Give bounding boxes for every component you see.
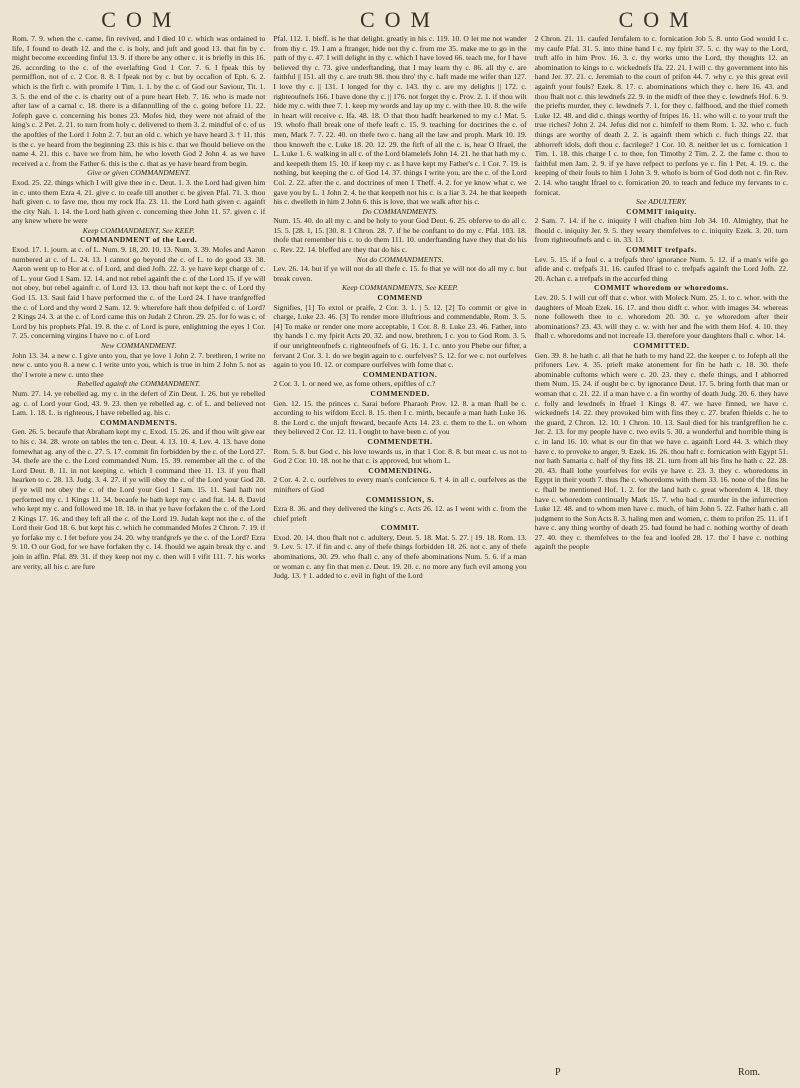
entry-heading: COMMISSION, S. <box>365 494 435 504</box>
entry-text: Signifies, [1] To extol or praife, 2 Cor. 3. 1. | 5. 12. [2] To commit or give in charge, Luke 23. 46. [3] To render more illuftrious and commendable, Rom. 3. 5. [4] To make or render one more acceptable, 1 Cor. 8. 8. Luke 23. 46. Father, into thy hands I c. my fpirit Acts 20. 32. and now, brethren, I c. you to God Rom. 3. 5. if our unrighteoufnefs c. righteoufnefs of G. 16. 1. I c. unto you Phebe our fifter, a fervant 2 Cor. 3. 1. do we begin again to c. ourfelves? 5. 12. for we c. not ourfelves again to you 10. 12. or compare ourfelves with fome that c. <box>273 302 527 370</box>
entry-heading: COMMIT whoredom or whoredoms. <box>594 283 729 293</box>
entry-text: 2 Cor. 4. 2. c. ourfelves to every man's confcience 6. † 4. in all c. ourfelves as the minifters of God <box>273 475 527 494</box>
entry-heading: COMMIT. <box>380 523 420 533</box>
entry-heading: COMMENDATION. <box>362 369 438 379</box>
entry-text: 2 Chron. 21. 11. caufed Jerufalem to c. fornication Job 5. 8. unto God would I c. my caufe Pfal. 31. 5. into thine hand I c. my fpirit 37. 5. c. thy way to the Lord, truft alfo in him Prov. 16. 3. c. thy works unto the Lord, thy thoughts 12. an abomination to kings to c. wickednefs Ifa. 22. 21. I will c. thy government into his hand Jer. 37. 21. c. Jeremiah to the court of prifon 44. 7. why c. ye this great evil againft your fouls? Ezek. 8. 17. c. abominations which they c. here 16. 43. and thou fhalt not c. this lewdnefs 22. 9. in the midft of thee they c. lewdnefs Hof. 6. 9. the priefts murder, they c. lewdnefs 7. 1. for they c. falfhood, and the thief cometh Luke 12. 48. and did c. things worthy of ftripes 16. 11. who will c. to your truft the true riches? John 2. 24. Jefus did not c. himfelf to them Rom. 1. 32. who c. fuch things are worthy of death 2. 2. is againft them which c. fuch things 22. that abhorreft idols, doft thou c. facrilege? 1 Cor. 10. 8. neither let us c. fornication 1 Tim. 1. 18. this charge I c. to thee, fon Timothy 2 Tim. 2. 2. the fame c. thou to faithful men Jam. 2. 9. if ye have refpect to perfons ye c. fin 1 Pet. 4. 19. c. the keeping of their fouls to him 1 John 3. 9. whofo is born of God doth not c. fin Rev. 2. 14. who taught Ifrael to c. fornication 20. to teach and feduce my fervants to c. fornicat. <box>534 34 788 197</box>
entry-subheading: Do COMMANDMENTS. <box>362 206 438 216</box>
signature-mark: P <box>555 1067 561 1078</box>
page-header-right: COM <box>618 7 699 32</box>
entry-text: Exod. 20. 14. thou fhalt not c. adultery, Deut. 5. 18. Mat. 5. 27. | 19. 18. Rom. 13. 9. Lev. 5. 17. if fin and c. any of thefe things forbidden 18. 26. not c. any of thefe abominations, 30. 29. who fhall c. any of thefe abominations Num. 5. 6. if a man or woman c. any fin that men c. Deut. 19. 20. c. no more any fuch evil among you Judg. 13. † 1. added to c. evil in fight of the Lord <box>273 532 527 581</box>
page-headers <box>12 6 788 34</box>
entry-heading: COMMENDED. <box>370 388 430 398</box>
entry-text: Rom. 7. 9. when the c. came, fin revived, and I died 10 c. which was ordained to life, I found to death 12. and the c. is holy, and juft and good 13. that fin by c. might become exceeding finful 13. 9. if there be any other c. it is briefly in this 16. 26. according to the c. of the everlafting God 1 Cor. 7. 6. I fpeak this by permiffion, not of c. 2 Cor. 8. 8. I fpeak not by c. but by occafion of Eph. 6. 2. which is the firft c. with promife 1 Tim. 1. 1. by the c. of God our Saviour, Tit. 1. 3. 5. the end of the c. is charity out of a pure heart Heb. 7. 16. who is made not after law of a carnal c. 18. there is a difannulling of the c. going before 11. 22. Jofeph gave c. concerning his bones 23. Mofes hid, they were not afraid of the king's c. 2 Pet. 2. 21. to turn from holy c. delivered to them 3. 2. mindful of c. of us the apoftles of the Lord 1 John 2. 7. but an old c. which ye have heard 3. † 11. this is the c. ye heard from the beginning 23. this is his c. that we fhould believe on the name 4. 21. this c. have we from him, he who loveth God 2 John 4. as we have received a c. from the Father 6. this is the c. that as ye have heard from begin. <box>12 34 266 168</box>
entry-text: Gen. 26. 5. becaufe that Abraham kept my c. Exod. 15. 26. and if thou wilt give ear to his c. 34. 28. wrote on tables the ten c. Deut. 4. 13. 10. 4. Lev. 4. 13. have done fomewhat ag. any of the c. 27. 5. 17. commit fin forbidden by the c. of the Lord 27. 34. thefe are the c. the Lord commanded Num. 15. 39. remember all the c. of the Lord Deut. 8. 11. in not keeping c. which I command thee 11. 13. if you fhall hearken to c. 28. 13. Judg. 3. 4. 27. if ye will obey the c. of the Lord your God 28. if ye will not obey the c. of the Lord your God 1 Sam. 15. 11. Saul hath not performed my c. 1 Kings 11. 34. becaufe he hath kept my c. and ftat. 14. 8. David who kept my c. and followed me 18. 18. in that ye have forfaken the c. of the Lord 2 Kings 17. 16. and they left all the c. of the Lord 19. Judah kept not the c. of the Lord their God 18. 6. but kept his c. which he commanded Mofes 2 Chron. 7. 19. if ye forfake my c. I fet before you 24. 20. why tranfgrefs ye the c. of the Lord? Ezra 9. 10. O our God, for we have forfaken thy c. 14. fhould we again break thy c. and join in affin. Pfal. 89. 31. if they keep not my c. then will I vifit 111. 7. his works are verity, all his c. are fure <box>12 427 266 571</box>
entry-text: John 13. 34. a new c. I give unto you, that ye love 1 John 2. 7. brethren, I write no new c. unto you 8. a new c. I write unto you, which is true in him 2 John 5. not as tho' I wrote a new c. unto thee <box>12 350 266 379</box>
entry-heading: COMMIT trefpafs. <box>626 245 697 255</box>
entry-heading: COMMENDETH. <box>367 436 433 446</box>
entry-subheading: Give or given COMMANDMENT. <box>87 168 191 178</box>
entry-text: Pfal. 112. 1. bleff. is he that delight. greatly in his c. 119. 10. O let me not wander from thy c. 19. I am a ftranger, hide not thy c. from me 35. make me to go in the path of thy c. 47. I will delight in thy c. which I have loved 66. teach me, for I have believed thy c. 73. give underftanding, that I may learn thy c. 86. all thy c. are faithful || 151. all thy c. are truth 98. thou thro' thy c. haft made me wifer than 127. I love thy c. || 131. I longed for thy c. 143. thy c. are my delights || 172. c. righteoufnefs 166. I have done thy c. || 176. not forget thy c. Prov. 2. 1. if thou wilt hide my c. with thee 7. 1. keep my words and lay up my c. with thee 10. 8. the wife in heart will receive c. Ifa. 48. 18. O that thou hadft hearkened to my c.! Mat. 5. 19. whofo fhall break one of thefe leaft c. 15. 9. teaching for doctrines the c. of men, Mark 7. 7. 22. 40. on thefe two c. hang all the law and proph. Mark 10. 19. thou knoweft the c. Luke 18. 20. 12. 29. the firft of all the c. is, hear O Ifrael, the L. Luke 1. 6. walking in all c. of the Lord blamelefs John 14. 21. he that hath my c. and keepeth them 15. 10. if keep my c. as I have kept my Father's c. 1 Cor. 7. 19. is nothing, but keeping the c. of God 14. 37. things I write you, are the c. of the Lord Col. 2. 22. after the c. and doctrines of men 1 Theff. 4. 2. for ye know what c. we gave you by L. 1 John 2. 4. he that keepeth not his c. is a liar 3. 24. he that keepeth his c. dwelleth in him 2 John 6. this is love, that we walk after his c. <box>273 34 527 207</box>
entry-heading: COMMANDMENTS. <box>99 417 178 427</box>
entry-text: Rom. 5. 8. but God c. his love towards us, in that 1 Cor. 8. 8. but meat c. us not to God 2 Cor. 10. 18. not he that c. is approved, but whom L. <box>273 446 527 466</box>
entry-heading: COMMITTED. <box>633 341 690 350</box>
entry-text: Lev. 20. 5. I will cut off that c. whor. with Moleck Num. 25. 1. to c. whor. with the daughters of Moab Ezek. 16. 17. and thou didft c. whor. with images 34. whereas none followeth thee to c. whoredom 20. 30. c. ye whoredom after their abominations? 23. 43. will they c. w. with her and fhe with them Hof. 4. 10. they fhall c. whoredoms and not increafe 13. therefore your daughters fhall c. whor. 14. <box>534 293 788 341</box>
entry-subheading: Keep COMMANDMENT, See KEEP. <box>82 225 195 235</box>
page-header-center: COM <box>359 7 441 32</box>
entry-text: Gen. 12. 15. the princes c. Sarai before Pharaoh Prov. 12. 8. a man fhall be c. according to his wifdom Eccl. 8. 15. then I c. mirth, becaufe a man hath Luke 16. 8. the Lord c. the unjuft fteward, becaufe Acts 14. 23. c. them to the L. on whom they believed 2 Cor. 12. 11. I ought to have been c. of you <box>273 398 527 437</box>
entry-text: Lev. 26. 14. but if ye will not do all thefe c. 15. fo that ye will not do all my c. but break coven. <box>273 264 527 283</box>
catchword: Rom. <box>738 1067 760 1078</box>
column-center <box>273 34 526 1074</box>
entry-heading: COMMIT iniquity. <box>626 206 697 216</box>
column-right <box>535 34 788 1074</box>
entry-text: Exod. 17. 1. journ. at c. of L. Num. 9. 18, 20. 10. 13. Num. 3. 39. Mofes and Aaron numbered at c. of L. 24. 13. I cannot go beyond the c. of L. to do good 33. 38. Aaron went up to Hor at c. of Lord, and died Jofh. 22. 3. ye have kept charge of c. of L. your God 1 Sam. 12. 14. and not rebel againft the c. of the Lord 15. if ye will not obey, but rebel againft c. of Lord 13. 13. thou haft not kept the c. of Lord thy God 15. 13. Saul faid I have performed the c. of the Lord 24. I have tranfgreffed the c. of Lord and thy word 2 Sam. 12. 9. wherefore haft thou defpifed c. of Lord? 2 Kings 24. 3. at the c. of Lord came this on Judah 2 Chron. 29. 25. for fo was c. of Lord by his prophets Pfal. 19. 8. the c. of Lord is pure, enlightning the eyes 1 Cor. 7. 25. concerning virgins I have no c. of Lord <box>12 245 266 341</box>
entry-text: Num. 27. 14. ye rebelled ag. my c. in the defert of Zin Deut. 1. 26. but ye rebelled ag. c. of Lord your God, 43. 9. 23. then ye rebelled ag. c. of L. and believed not Lam. 1. 18. L. is righteous, I have rebelled ag. his c. <box>12 388 266 418</box>
column-left <box>12 34 265 1074</box>
entry-text: Lev. 5. 15. if a foul c. a trefpafs thro' ignorance Num. 5. 12. if a man's wife go afide and c. trefpafs 31. 16. caufed Ifrael to c. trefpafs againft the Lord Jofh. 22. 20. Achan c. a trefpafs in the accurfed thing <box>534 254 788 283</box>
page-header-left: COM <box>101 7 182 32</box>
entry-text: 2 Sam. 7. 14. if he c. iniquity I will chaften him Job 34. 10. Almighty, that he fhould c. iniquity Jer. 9. 5. they weary themfelves to c. iniquity Ezek. 3. 20. turn from righteoufnefs and c. in. 33. 13. <box>534 216 788 245</box>
entry-subheading: Not do COMMANDMENTS. <box>356 254 444 264</box>
entry-heading: COMMEND <box>377 293 423 303</box>
entry-heading: COMMENDING. <box>368 465 432 475</box>
entry-subheading: Keep COMMANDMENTS, See KEEP. <box>341 283 459 293</box>
entry-text: 2 Cor. 3. 1. or need we, as fome others, epiftles of c.? <box>273 379 436 389</box>
text-columns <box>12 34 788 1074</box>
entry-text: Exod. 25. 22. things which I will give thee in c. Deut. 1. 3. the Lord had given him in c. unto them Ezra 4. 21. give c. to ceafe till another c. be given Pfal. 71. 3. thou haft given c. to fave me, thou my rock Ifa. 23. 11. the Lord hath given c. againft the city Nah. 1. 14. the Lord hath given c. concerning thee John 11. 57. given c. if any knew where he were <box>12 177 266 226</box>
entry-heading: COMMANDMENT of the Lord. <box>80 235 198 245</box>
entry-text: Num. 15. 40. do all my c. and be holy to your God Deut. 6. 25. obferve to do all c. 15. 5. [28. 1, 15. [30. 8. 1 Chron. 28. 7. if he be conftant to do my c. Pfal. 103. 18. thofe that remember his c. to do them 111. 10. underftanding have they that do his c. Rev. 22. 14. bleffed are they that do his c. <box>273 216 527 255</box>
entry-subheading: See ADULTERY. <box>635 197 687 207</box>
entry-text: Ezra 8. 36. and they delivered the king's c. Acts 26. 12. as I went with c. from the chief prieft <box>273 504 527 523</box>
entry-text: Gen. 39. 8. he hath c. all that he hath to my hand 22. the keeper c. to Jofeph all the prifoners Lev. 4. 35. prieft make atonement for fin he hath c. 18. 30. thefe abominable cuftoms which were c. 20. 23. they c. thefe things, and I abhorred them Num. 15. 24. if ought be c. by ignorance Deut. 17. 5. bring forth that man or woman that c. 21. 22. if a man have c. a fin worthy of death Judg. 20. 6. they have c. folly and lewdnefs in Ifrael 1 Kings 8. 47. we have finned, we have c. wickednefs 14. 22. they provoked him with fins they c. 27. brafen fhields c. he to the guard, 2 Chron. 12. 10. 1 Chron. 10. 13. Saul died for his tranfgreffion he c. Jer. 2. 13. for my people have c. two evils 5. 30. a wonderful and horrible thing is c. in land 16. 10. what is our fin that we have c. againft Lord 44. 3. which they have c. to provoke to anger, 9. Ezek. 16. 26. thou haft c. fornication with Egypt 51. nor hath Samaria c. half of thy fins 18. 21. turn from all his fins he hath c. 22. 28. 20. 43. fhall lothe yourfelves for evils ye have c. 23. 3. they c. whoredoms in Egypt in their youth 7. thus fhe c. whoredoms with them 33. 16. none of the fins he c. fhall be mentioned Hof. 1. 2. for the land hath c. great whoredom 4. 18. they have c. whoredom continually Mark 15. 7. who had c. murder in the infurrection Luke 12. 48. and to whom men have c. much, of him John 5. 22. Father hath c. all judgment to the Son Acts 8. 3. haling men and women, c. them to prifon 25. 11. if I have c. any thing worthy of death 25. had found he had c. nothing worthy of death 27. 40. they c. themfelves to the fea and loofed 28. 17. tho' I have c. nothing againft the people <box>534 350 788 552</box>
entry-subheading: New COMMANDMENT. <box>100 341 177 350</box>
entry-subheading: Rebelled againft the COMMANDMENT. <box>77 379 201 389</box>
